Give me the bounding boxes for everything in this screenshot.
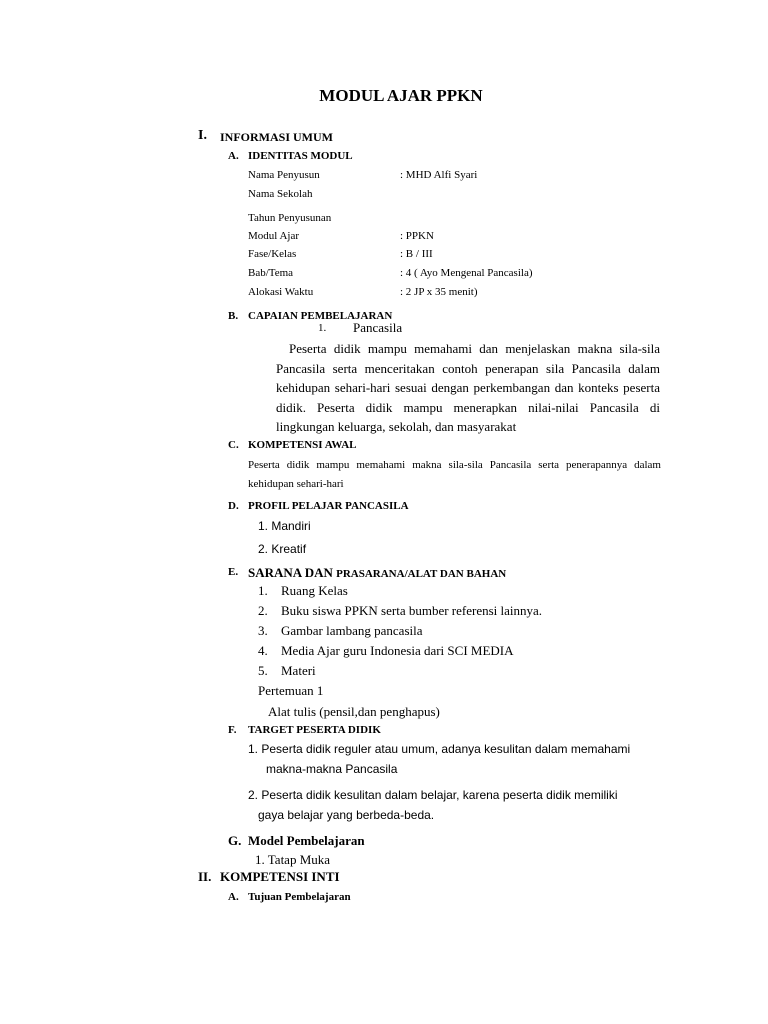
tools-text: Alat tulis (pensil,dan penghapus) xyxy=(268,704,440,719)
list-item: 2. Peserta didik kesulitan dalam belajar, karena peserta didik memiliki xyxy=(248,788,618,802)
field-value: : PPKN xyxy=(400,230,434,242)
paragraph: Peserta didik mampu memahami dan menjelaskan makna sila-sila Pancasila serta menceritakan contoh penerapan sila Pancasila dalam kehidupan sehari-hari sesuai dengan perkembangan dan konteks peserta didik. Peserta didik mampu menerapkan nilai-nilai Pancasila di lingkungan keluarga, sekolah, dan masyarakat xyxy=(276,341,660,434)
field-label: Tahun Penyusunan xyxy=(248,212,332,224)
page-title: MODUL AJAR PPKN xyxy=(319,86,483,105)
paragraph: Peserta didik mampu memahami makna sila-sila Pancasila serta penerapannya dalam kehidupan sehari-hari xyxy=(248,459,661,490)
list-item-continuation: gaya belajar yang berbeda-beda. xyxy=(258,808,435,822)
list-item: Gambar lambang pancasila xyxy=(281,623,423,638)
subsection-number: A. xyxy=(228,150,239,162)
subsection-heading: TARGET PESERTA DIDIK xyxy=(248,724,381,736)
meeting-label: Pertemuan 1 xyxy=(258,683,324,698)
list-item-continuation: makna-makna Pancasila xyxy=(266,762,398,776)
subsection-heading: IDENTITAS MODUL xyxy=(248,150,353,162)
subsection-number: E. xyxy=(228,566,239,578)
subsection-heading: CAPAIAN PEMBELAJARAN xyxy=(248,310,393,322)
section-number: II. xyxy=(198,869,212,884)
list-number: 2. xyxy=(258,603,268,618)
list-item: Buku siswa PPKN serta bumber referensi lainnya. xyxy=(281,603,543,618)
subsection-number: C. xyxy=(228,439,239,451)
subsection-number: D. xyxy=(228,500,239,512)
subsection-number: G. xyxy=(228,833,242,848)
field-label: Alokasi Waktu xyxy=(248,286,314,298)
heading-part: SARANA DAN xyxy=(248,565,337,580)
subsection-heading xyxy=(248,564,506,582)
list-item: 2. Kreatif xyxy=(258,542,307,556)
field-label: Fase/Kelas xyxy=(248,248,297,260)
list-number: 5. xyxy=(258,663,268,678)
section-heading: INFORMASI UMUM xyxy=(220,130,333,144)
field-label: Bab/Tema xyxy=(248,267,294,279)
field-label: Modul Ajar xyxy=(248,230,300,242)
field-value: : 2 JP x 35 menit) xyxy=(400,286,478,298)
field-value: : B / III xyxy=(400,248,433,260)
subsection-heading: Model Pembelajaran xyxy=(248,833,365,848)
list-item: 1. Tatap Muka xyxy=(255,852,331,867)
subsection-number: A. xyxy=(228,891,239,903)
field-label: Nama Sekolah xyxy=(248,188,313,200)
subsection-number: F. xyxy=(228,724,237,736)
list-item: 1. Mandiri xyxy=(258,519,311,533)
subsection-heading: KOMPETENSI AWAL xyxy=(248,439,357,451)
list-number: 3. xyxy=(258,623,268,638)
list-item: Media Ajar guru Indonesia dari SCI MEDIA xyxy=(281,643,514,658)
section-number: I. xyxy=(198,128,207,143)
subsection-heading: PROFIL PELAJAR PANCASILA xyxy=(248,500,409,512)
subsection-number: B. xyxy=(228,310,239,322)
list-item: 1. Peserta didik reguler atau umum, adanya kesulitan dalam memahami xyxy=(248,742,631,756)
list-item: Materi xyxy=(281,663,316,678)
list-number: 1. xyxy=(318,322,327,334)
subsection-heading: Tujuan Pembelajaran xyxy=(248,891,351,903)
heading-part: PRASARANA/ALAT DAN BAHAN xyxy=(336,568,507,580)
section-heading: KOMPETENSI INTI xyxy=(220,869,340,884)
field-value: : 4 ( Ayo Mengenal Pancasila) xyxy=(400,267,533,279)
list-item-title: Pancasila xyxy=(353,320,403,335)
field-label: Nama Penyusun xyxy=(248,169,320,181)
list-number: 4. xyxy=(258,643,268,658)
field-value: : MHD Alfi Syari xyxy=(400,169,478,181)
list-number: 1. xyxy=(258,583,268,598)
list-item: Ruang Kelas xyxy=(281,583,348,598)
